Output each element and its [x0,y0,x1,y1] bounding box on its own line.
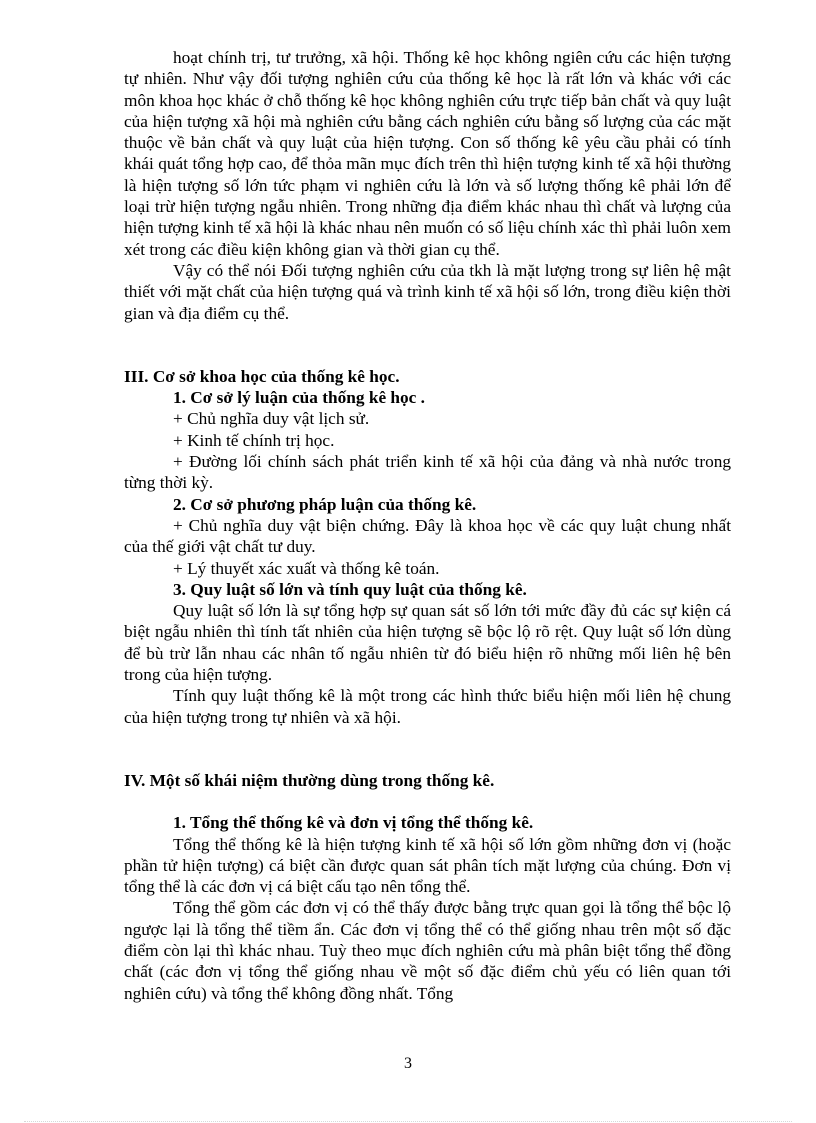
section-heading: IV. Một số khái niệm thường dùng trong thống kê. [124,770,495,790]
spacer [124,728,731,770]
list-item: + Chủ nghĩa duy vật biện chứng. Đây là khoa học về các quy luật chung nhất của thế giới vật chất tư duy. [124,515,731,557]
list-item: + Lý thuyết xác xuất và thống kê toán. [173,558,440,578]
paragraph: hoạt chính trị, tư trưởng, xã hội. Thống kê học không ngiên cứu các hiện tượng tự nhiên. Như vậy đối tượng nghiên cứu của thống kê học là rất lớn và khác với các môn khoa học khác ở chỗ thống kê học không nghiên cứu trực tiếp bản chất và quy luật của hiện tượng xã hội mà nghiên cứu bằng cách nghiên cứu bằng số lượng của các mặt thuộc về bản chất và quy luật của hiện tượng. Con số thống kê yêu cầu phải có tính khái quát tổng hợp cao, để thỏa mãn mục đích trên thì hiện tượng kinh tế xã hội thường là hiện tượng số lớn tức phạm vi nghiên cứu là lớn và số lượng thống kê phải lớn để loại trừ hiện tượng ngẫu nhiên. Trong những địa điểm khác nhau thì chất và lượng của hiện tượng kinh tế xã hội là khác nhau nên muốn có số liệu chính xác thì phải luôn xem xét trong các điều kiện không gian và thời gian cụ thể. [124,48,731,259]
list-item: + Đường lối chính sách phát triển kinh tế xã hội của đảng và nhà nước trong từng thời kỳ. [124,452,731,493]
subsection-heading: 3. Quy luật số lớn và tính quy luật của thống kê. [173,579,527,599]
paragraph: Tổng thể gồm các đơn vị có thể thấy được bằng trực quan gọi là tổng thể bộc lộ ngược lại là tổng thể tiềm ẩn. Các đơn vị tổng thể có thể giống nhau trên một số đặc điểm còn lại thì khác nhau. Tuỳ theo mục đích nghiên cứu mà phân biệt tổng thể đồng chất (các đơn vị tổng thể giống nhau về một số đặc điểm chủ yếu có liên quan tới nghiên cứu) và tổng thể không đồng nhất. Tổng [124,898,731,1003]
paragraph: Vậy có thể nói Đối tượng nghiên cứu của tkh là mặt lượng trong sự liên hệ mật thiết với mặt chất của hiện tượng quá và trình kinh tế xã hội số lớn, trong điều kiện thời gian và địa điểm cụ thể. [124,260,731,323]
page-bottom-divider [24,1121,792,1122]
list-item: + Kinh tế chính trị học. [173,430,335,450]
page-number: 3 [404,1055,412,1072]
paragraph: Quy luật số lớn là sự tổng hợp sự quan sát số lớn tới mức đầy đủ các sự kiện cá biệt ngẫu nhiên thì tính tất nhiên của hiện tượng sẽ bộc lộ rõ rệt. Quy luật số lớn dùng để bù trừ lẫn nhau các nhân tố ngẫu nhiên từ đó biểu hiện rõ những mối liên hệ bên trong của hiện tượng. [124,601,731,685]
spacer [124,791,731,812]
subsection-heading: 1. Tổng thể thống kê và đơn vị tổng thể thống kê. [173,813,534,833]
paragraph: Tổng thể thống kê là hiện tượng kinh tế xã hội số lớn gồm những đơn vị (hoặc phần tử hiện tượng) cá biệt cần được quan sát phân tích mặt lượng của chúng. Đơn vị tổng thể là các đơn vị cá biệt cấu tạo nên tổng thể. [124,834,731,897]
spacer [124,324,731,366]
subsection-heading: 2. Cơ sở phương pháp luận của thống kê. [173,494,477,514]
list-item: + Chủ nghĩa duy vật lịch sử. [173,409,370,429]
subsection-heading: 1. Cơ sở lý luận của thống kê học . [173,388,425,408]
paragraph: Tính quy luật thống kê là một trong các hình thức biểu hiện mối liên hệ chung của hiện tượng trong tự nhiên và xã hội. [124,686,731,727]
page-content [124,47,731,1004]
section-heading: III. Cơ sở khoa học của thống kê học. [124,366,400,386]
